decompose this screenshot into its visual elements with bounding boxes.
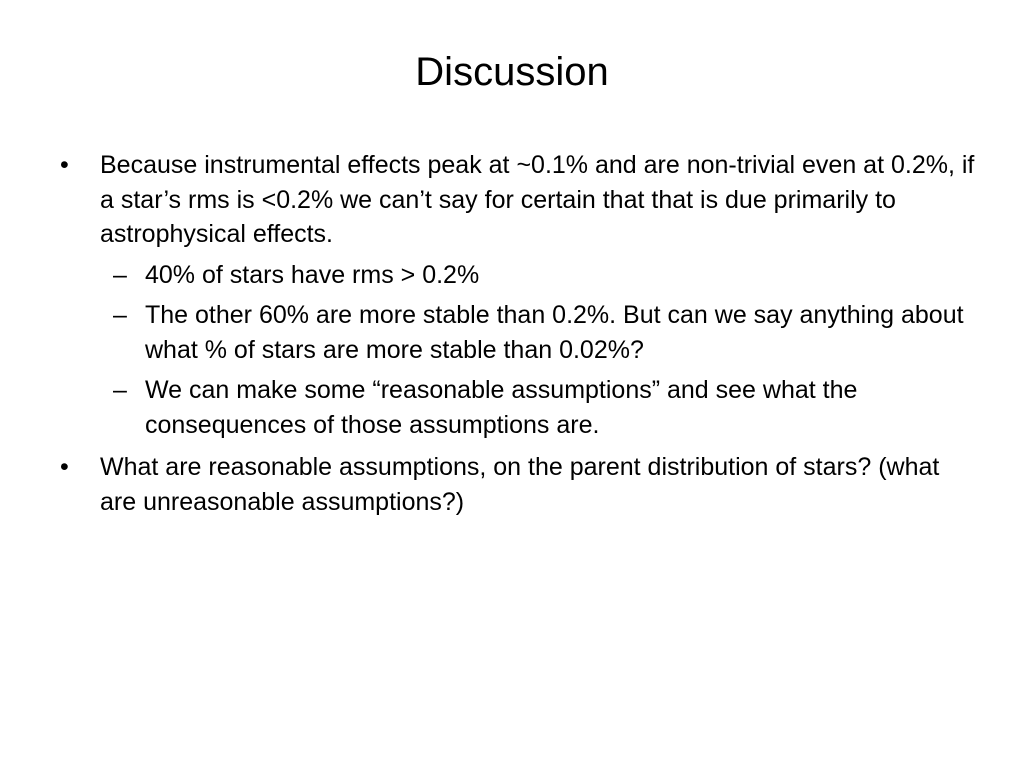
bullet-item [60,148,980,442]
bullet-marker: • [60,453,69,481]
sub-bullet-marker: – [113,301,127,329]
sub-bullet-marker: – [113,376,127,404]
bullet-item [60,450,980,519]
sub-bullet-item [100,298,980,367]
sub-bullet-text: We can make some “reasonable assumptions” and see what the consequences of those assumptions are. [145,376,858,439]
sub-bullet-text: The other 60% are more stable than 0.2%. But can we say anything about what % of stars are more stable than 0.02%? [145,301,964,364]
sub-bullet-item [100,373,980,442]
bullet-text: Because instrumental effects peak at ~0.1% and are non-trivial even at 0.2%, if a star’s rms is <0.2% we can’t say for certain that that is due primarily to astrophysical effects. [100,151,975,248]
bullet-marker: • [60,151,69,179]
sub-bullet-text: 40% of stars have rms > 0.2% [145,260,480,289]
sub-bullet-marker: – [113,260,127,289]
sub-bullet-item [100,258,980,293]
bullet-list [60,148,980,527]
sub-bullet-list [100,258,980,443]
slide-title: Discussion [415,50,609,94]
bullet-text: What are reasonable assumptions, on the parent distribution of stars? (what are unreasonable assumptions?) [100,453,940,516]
